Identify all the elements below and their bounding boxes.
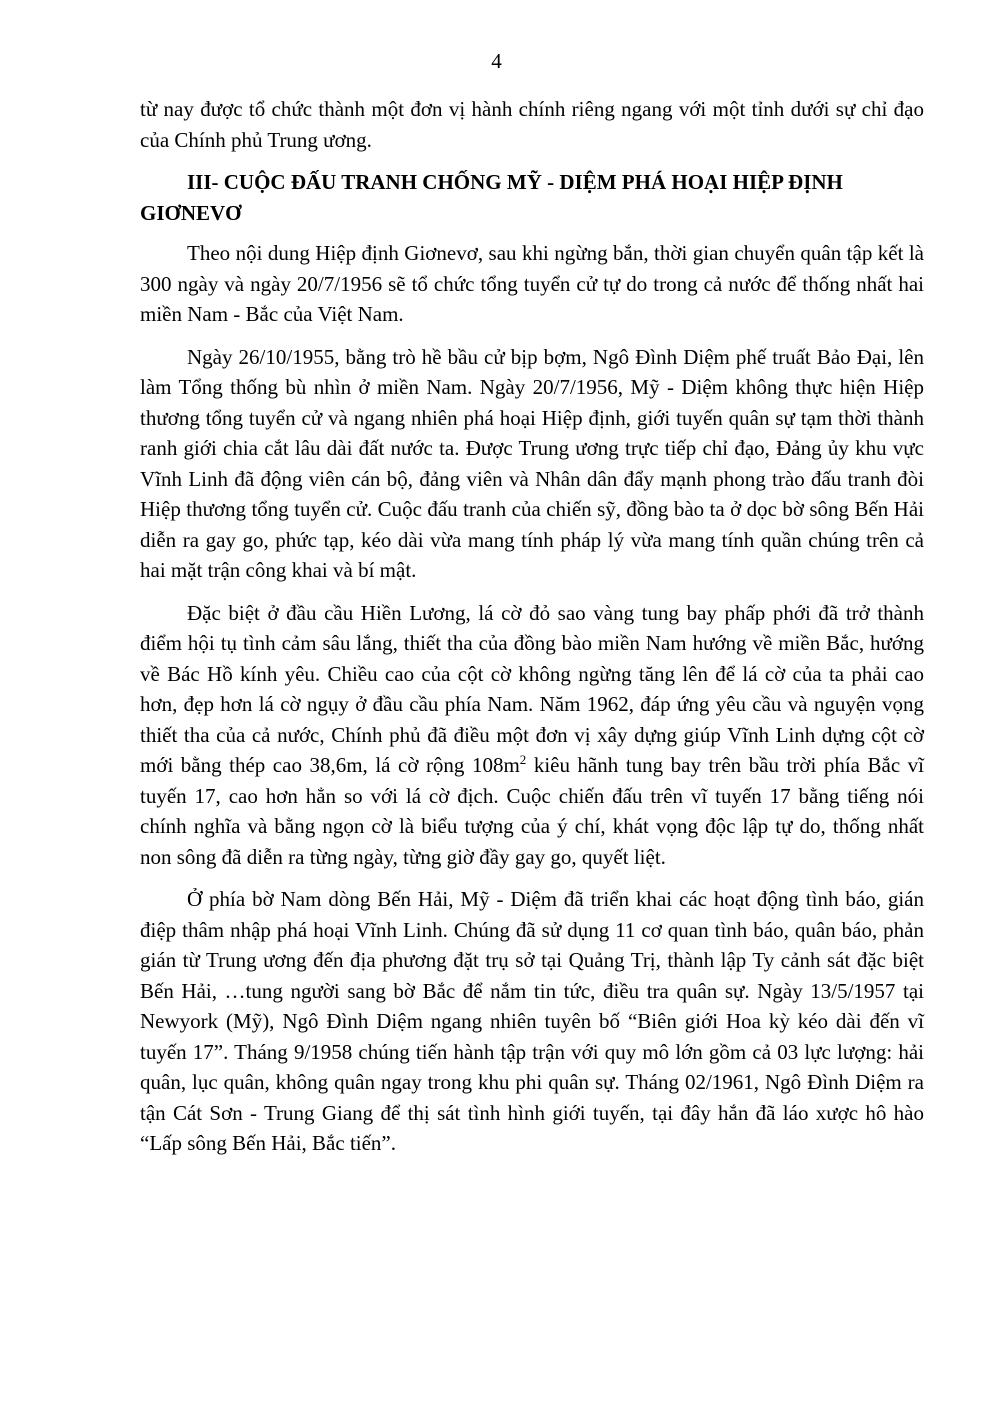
paragraph-4: Ở phía bờ Nam dòng Bến Hải, Mỹ - Diệm đã triển khai các hoạt động tình báo, gián điệp thâm nhập phá hoại Vĩnh Linh. Chúng đã sử dụng 11 cơ quan tình báo, quân báo, phản gián từ Trung ương đến địa phương đặt trụ sở tại Quảng Trị, thành lập Ty cảnh sát đặc biệt Bến Hải, …tung người sang bờ Bắc để nắm tin tức, điều tra quân sự. Ngày 13/5/1957 tại Newyork (Mỹ), Ngô Đình Diệm ngang nhiên tuyên bố “Biên giới Hoa kỳ kéo dài đến vĩ tuyến 17”. Tháng 9/1958 chúng tiến hành tập trận với quy mô lớn gồm cả 03 lực lượng: hải quân, lục quân, không quân ngay trong khu phi quân sự. Tháng 02/1961, Ngô Đình Diệm ra tận Cát Sơn - Trung Giang để thị sát tình hình giới tuyến, tại đây hắn đã láo xược hô hào “Lấp sông Bến Hải, Bắc tiến”. xyxy=(140,887,924,1155)
page-number: 4 xyxy=(491,49,502,73)
paragraph-3-part-b: kiêu hãnh tung bay trên bầu trời phía Bắc vĩ tuyến 17, cao hơn hẳn so với lá cờ địch. Cuộc chiến đấu trên vĩ tuyến 17 bằng tiếng nói chính nghĩa và bằng ngọn cờ là biểu tượng của ý chí, khát vọng độc lập tự do, thống nhất non sông đã diễn ra từng ngày, từng giờ đầy gay go, quyết liệt. xyxy=(140,753,924,869)
document-body xyxy=(140,94,924,1171)
paragraph-1: Theo nội dung Hiệp định Giơnevơ, sau khi ngừng bắn, thời gian chuyển quân tập kết là 300 ngày và ngày 20/7/1956 sẽ tổ chức tổng tuyển cử tự do trong cả nước để thống nhất hai miền Nam - Bắc của Việt Nam. xyxy=(140,241,924,326)
continued-paragraph: từ nay được tổ chức thành một đơn vị hành chính riêng ngang với một tỉnh dưới sự chỉ đạo của Chính phủ Trung ương. xyxy=(140,97,924,152)
paragraph-3 xyxy=(140,598,924,873)
section-heading: III- CUỘC ĐẤU TRANH CHỐNG MỸ - DIỆM PHÁ HOẠI HIỆP ĐỊNH GIƠNEVƠ xyxy=(140,170,843,225)
paragraph-3-part-a: Đặc biệt ở đầu cầu Hiền Lương, lá cờ đỏ sao vàng tung bay phấp phới đã trở thành điểm hội tụ tình cảm sâu lắng, thiết tha của đồng bào miền Nam hướng về miền Bắc, hướng về Bác Hồ kính yêu. Chiều cao của cột cờ không ngừng tăng lên để lá cờ của ta phải cao hơn, đẹp hơn lá cờ ngụy ở đầu cầu phía Nam. Năm 1962, đáp ứng yêu cầu và nguyện vọng thiết tha của cả nước, Chính phủ đã điều một đơn vị xây dựng giúp Vĩnh Linh dựng cột cờ mới bằng thép cao 38,6m, lá cờ rộng 108m xyxy=(140,600,924,777)
superscript-2: 2 xyxy=(519,752,527,767)
paragraph-2: Ngày 26/10/1955, bằng trò hề bầu cử bịp bợm, Ngô Đình Diệm phế truất Bảo Đại, lên làm Tổng thống bù nhìn ở miền Nam. Ngày 20/7/1956, Mỹ - Diệm không thực hiện Hiệp thương tổng tuyển cử và ngang nhiên phá hoại Hiệp định, giới tuyến quân sự tạm thời thành ranh giới chia cắt lâu dài đất nước ta. Được Trung ương trực tiếp chỉ đạo, Đảng ủy khu vực Vĩnh Linh đã động viên cán bộ, đảng viên và Nhân dân đẩy mạnh phong trào đấu tranh đòi Hiệp thương tổng tuyển cử. Cuộc đấu tranh của chiến sỹ, đồng bào ta ở dọc bờ sông Bến Hải diễn ra gay go, phức tạp, kéo dài vừa mang tính pháp lý vừa mang tính quần chúng trên cả hai mặt trận công khai và bí mật. xyxy=(140,344,924,582)
